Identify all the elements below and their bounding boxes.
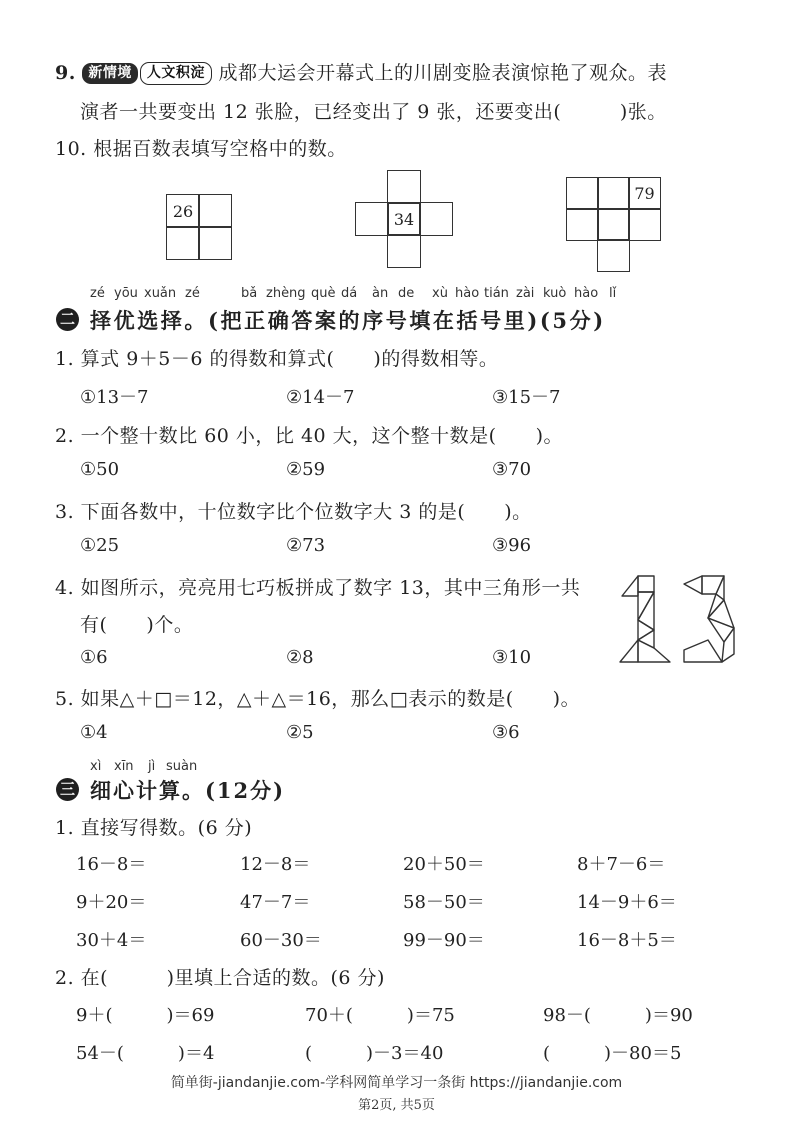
s2-q1-option-3[interactable]: ③15－7 — [492, 387, 561, 408]
calc-item[interactable]: 9＋20＝ — [76, 892, 147, 913]
s2-q4-option-3[interactable]: ③10 — [492, 647, 532, 668]
tangram-piece — [708, 618, 734, 642]
tangram-piece — [620, 640, 638, 662]
q9-line1 — [55, 58, 667, 85]
page-number: 第2页, 共5页 — [358, 1098, 435, 1113]
section3-title: 细心计算。(12分) — [90, 778, 286, 803]
fill-item[interactable]: 9＋( )＝69 — [76, 1005, 215, 1026]
s2-q1-option-1[interactable]: ①13－7 — [80, 387, 149, 408]
s2-q4-text2: 有( )个。 — [80, 614, 194, 636]
tangram-13-figure — [612, 570, 742, 666]
s2-q2-option-2[interactable]: ②59 — [286, 459, 326, 480]
grid3-cell-blank[interactable] — [566, 208, 599, 241]
grid3-cell-blank[interactable] — [597, 208, 630, 241]
q9-text-line1: 成都大运会开幕式上的川剧变脸表演惊艳了观众。表 — [218, 62, 667, 84]
section2-badge: 二 — [56, 308, 79, 331]
s2-q4-option-1[interactable]: ①6 — [80, 647, 108, 668]
s2-q1-text: 1. 算式 9＋5－6 的得数和算式( )的得数相等。 — [55, 348, 499, 370]
calc-item[interactable]: 8＋7－6＝ — [577, 854, 666, 875]
calc-item[interactable]: 12－8＝ — [240, 854, 311, 875]
section2-pinyin: zé yōu xuǎn zé bǎ zhèng què dá àn de xù hào tián zài kuò hào lǐ — [90, 286, 617, 301]
grid1-cell-blank[interactable] — [166, 226, 200, 260]
tangram-piece — [684, 576, 702, 594]
section3-badge: 三 — [56, 778, 79, 801]
tangram-piece — [684, 640, 722, 662]
fill-item[interactable]: 98－( )＝90 — [543, 1005, 693, 1026]
calc-item[interactable]: 16－8＋5＝ — [577, 930, 677, 951]
s2-q2-option-1[interactable]: ①50 — [80, 459, 120, 480]
grid2-cell-value: 34 — [387, 202, 421, 236]
grid2-cell-blank[interactable] — [355, 202, 389, 236]
grid3-cell-value: 79 — [628, 177, 661, 210]
q9-text-line2: 演者一共要变出 12 张脸，已经变出了 9 张，还要变出( )张。 — [80, 101, 667, 123]
s2-q5-text: 5. 如果△＋□＝12，△＋△＝16，那么□表示的数是( )。 — [55, 688, 581, 710]
calc-item[interactable]: 47－7＝ — [240, 892, 311, 913]
footer-watermark: 简单街-jiandanjie.com-学科网简单学习一条街 https://jiandanjie.com — [170, 1075, 623, 1091]
s2-q2-text: 2. 一个整十数比 60 小，比 40 大，这个整十数是( )。 — [55, 425, 564, 447]
s2-q5-option-1[interactable]: ①4 — [80, 722, 108, 743]
tangram-piece — [638, 576, 654, 592]
s2-q4-text: 4. 如图所示，亮亮用七巧板拼成了数字 13，其中三角形一共 — [55, 577, 581, 599]
tangram-piece — [638, 630, 654, 648]
section3-pinyin: xì xīn jì suàn — [90, 759, 198, 774]
s2-q2-option-3[interactable]: ③70 — [492, 459, 532, 480]
grid1-cell-value: 26 — [166, 194, 200, 228]
fill-item[interactable]: ( )－80＝5 — [543, 1043, 682, 1064]
grid3-cell-blank[interactable] — [597, 177, 630, 210]
calc-item[interactable]: 60－30＝ — [240, 930, 322, 951]
s2-q4-option-2[interactable]: ②8 — [286, 647, 314, 668]
fill-item[interactable]: 54－( )＝4 — [76, 1043, 215, 1064]
tangram-piece — [722, 628, 734, 662]
calc-item[interactable]: 30＋4＝ — [76, 930, 147, 951]
grid3-cell-blank[interactable] — [628, 208, 661, 241]
s2-q3-text: 3. 下面各数中，十位数字比个位数字大 3 的是( )。 — [55, 501, 532, 523]
s3-sub1: 1. 直接写得数。(6 分) — [55, 817, 253, 839]
grid1-cell-blank[interactable] — [198, 226, 232, 260]
tangram-piece — [638, 620, 654, 640]
humanities-tag: 人文积淀 — [140, 62, 212, 85]
grid2-cell-blank[interactable] — [419, 202, 453, 236]
calc-item[interactable]: 58－50＝ — [403, 892, 485, 913]
calc-item[interactable]: 16－8＝ — [76, 854, 147, 875]
grid3-cell-blank[interactable] — [597, 239, 630, 272]
fill-item[interactable]: 70＋( )＝75 — [305, 1005, 455, 1026]
grid1-cell-blank[interactable] — [198, 194, 232, 228]
q9-number: 9. — [55, 62, 76, 84]
s2-q5-option-3[interactable]: ③6 — [492, 722, 520, 743]
s2-q3-option-1[interactable]: ①25 — [80, 535, 120, 556]
calc-item[interactable]: 99－90＝ — [403, 930, 485, 951]
grid3-cell-blank[interactable] — [566, 177, 599, 210]
tangram-piece — [622, 576, 638, 596]
q10-title: 10. 根据百数表填写空格中的数。 — [55, 138, 347, 160]
calc-item[interactable]: 20＋50＝ — [403, 854, 485, 875]
calc-item[interactable]: 14－9＋6＝ — [577, 892, 677, 913]
grid2-cell-blank[interactable] — [387, 170, 421, 204]
new-context-tag: 新情境 — [82, 63, 138, 84]
s2-q5-option-2[interactable]: ②5 — [286, 722, 314, 743]
s2-q1-option-2[interactable]: ②14－7 — [286, 387, 355, 408]
fill-item[interactable]: ( )－3＝40 — [305, 1043, 444, 1064]
s3-sub2: 2. 在( )里填上合适的数。(6 分) — [55, 967, 385, 989]
s2-q3-option-3[interactable]: ③96 — [492, 535, 532, 556]
section2-title: 择优选择。(把正确答案的序号填在括号里)(5分) — [90, 308, 606, 333]
s2-q3-option-2[interactable]: ②73 — [286, 535, 326, 556]
grid2-cell-blank[interactable] — [387, 234, 421, 268]
